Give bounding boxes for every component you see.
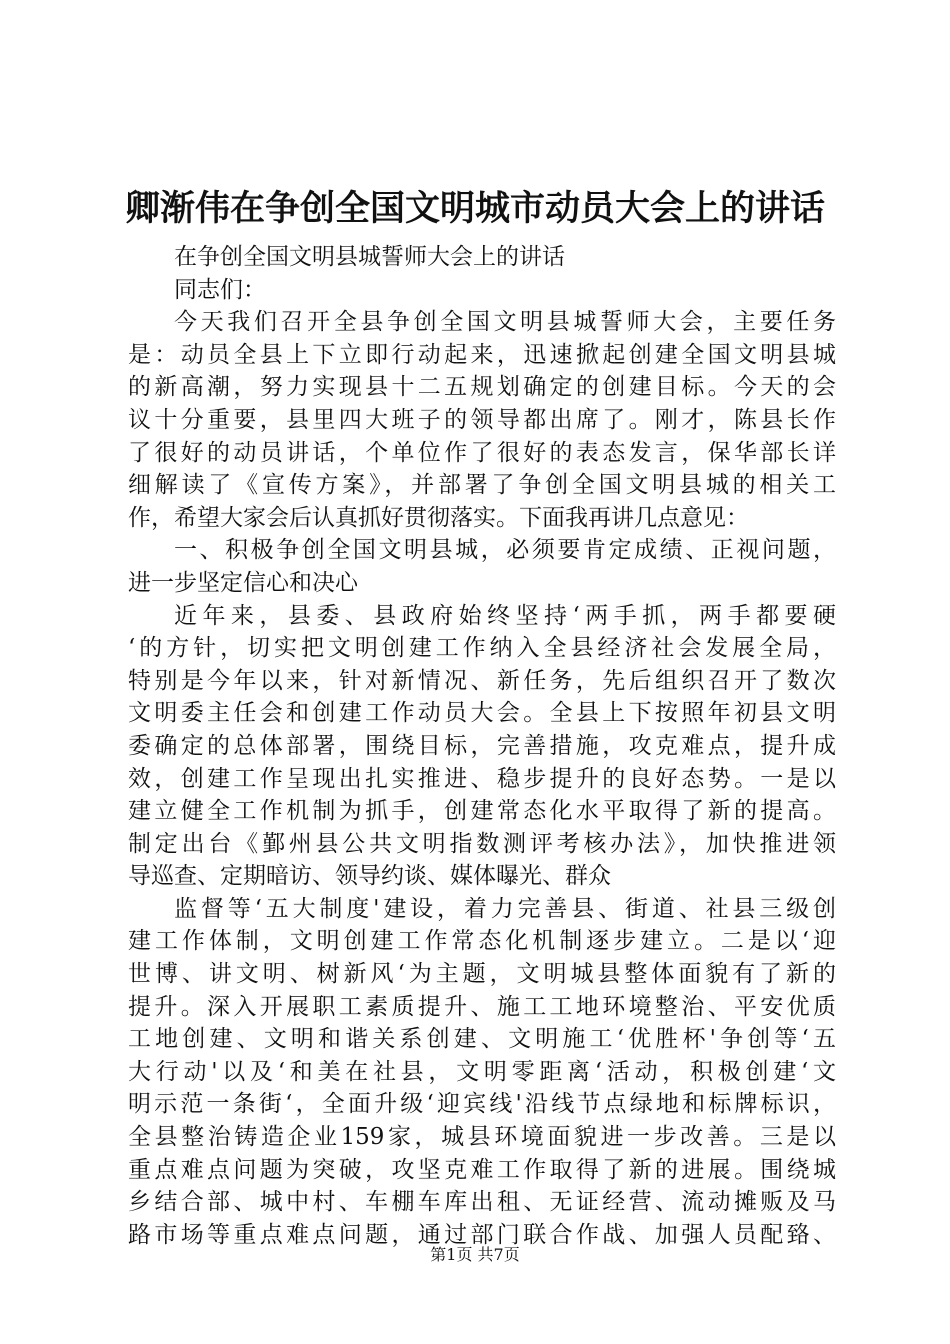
text-line: 议十分重要，县里四大班子的领导都出席了。刚才，陈县长作 [128, 406, 836, 433]
text-line: 近年来，县委、县政府始终坚持‘两手抓，两手都要硬 [174, 602, 836, 629]
text-line: 制定出台《鄞州县公共文明指数测评考核办法》，加快推进领 [128, 830, 836, 857]
text-line: 建立健全工作机制为抓手，创建常态化水平取得了新的提高。 [128, 798, 836, 825]
document-body [128, 241, 836, 1251]
text-line: 效，创建工作呈现出扎实推进、稳步提升的良好态势。一是以 [128, 765, 836, 792]
text-line: 进一步坚定信心和决心 [128, 569, 358, 596]
text-line: 了很好的动员讲话，个单位作了很好的表态发言，保华部长详 [128, 439, 836, 466]
text-line: 明示范一条街‘，全面升级‘迎宾线'沿线节点绿地和标牌标识， [128, 1091, 836, 1118]
page-footer: 第1页 共7页 [430, 1245, 520, 1264]
text-line: 世博、讲文明、树新风‘为主题，文明城县整体面貌有了新的 [128, 961, 836, 988]
text-line: 全县整治铸造企业159家，城县环境面貌进一步改善。三是以 [128, 1124, 836, 1151]
text-line: 导巡查、定期暗访、领导约谈、媒体曝光、群众 [128, 863, 611, 890]
text-line: 细解读了《宣传方案》，并部署了争创全国文明县城的相关工 [128, 472, 836, 499]
text-line: 建工作体制，文明创建工作常态化机制逐步建立。二是以‘迎 [128, 928, 836, 955]
text-line: 乡结合部、城中村、车棚车库出租、无证经营、流动摊贩及马 [128, 1189, 836, 1216]
text-line: 重点难点问题为突破，攻坚克难工作取得了新的进展。围绕城 [128, 1156, 836, 1183]
text-line: 文明委主任会和创建工作动员大会。全县上下按照年初县文明 [128, 700, 836, 727]
text-line: 在争创全国文明县城誓师大会上的讲话 [174, 244, 565, 270]
text-line: ‘的方针，切实把文明创建工作纳入全县经济社会发展全局， [128, 635, 836, 662]
text-line: 工地创建、文明和谐关系创建、文明施工‘优胜杯'争创等‘五 [128, 1026, 836, 1053]
text-line: 大行动'以及‘和美在社县，文明零距离‘活动，积极创建‘文 [128, 1058, 836, 1085]
text-line: 监督等‘五大制度'建设，着力完善县、街道、社县三级创 [174, 895, 836, 922]
text-line: 的新高潮，努力实现县十二五规划确定的创建目标。今天的会 [128, 374, 836, 401]
text-line: 作，希望大家会后认真抓好贯彻落实。下面我再讲几点意见： [128, 504, 749, 531]
text-line: 一、积极争创全国文明县城，必须要肯定成绩、正视问题， [174, 537, 836, 564]
text-line: 是：动员全县上下立即行动起来，迅速掀起创建全国文明县城 [128, 341, 836, 368]
text-line: 同志们： [174, 276, 266, 303]
text-line: 特别是今年以来，针对新情况、新任务，先后组织召开了数次 [128, 667, 836, 694]
text-line: 委确定的总体部署，围绕目标，完善措施，攻克难点，提升成 [128, 732, 836, 759]
text-line: 提升。深入开展职工素质提升、施工工地环境整治、平安优质 [128, 993, 836, 1020]
text-line: 路市场等重点难点问题，通过部门联合作战、加强人员配臵、 [128, 1221, 836, 1248]
document-title: 卿渐伟在争创全国文明城市动员大会上的讲话 [124, 189, 825, 229]
text-line: 今天我们召开全县争创全国文明县城誓师大会，主要任务 [174, 309, 836, 336]
